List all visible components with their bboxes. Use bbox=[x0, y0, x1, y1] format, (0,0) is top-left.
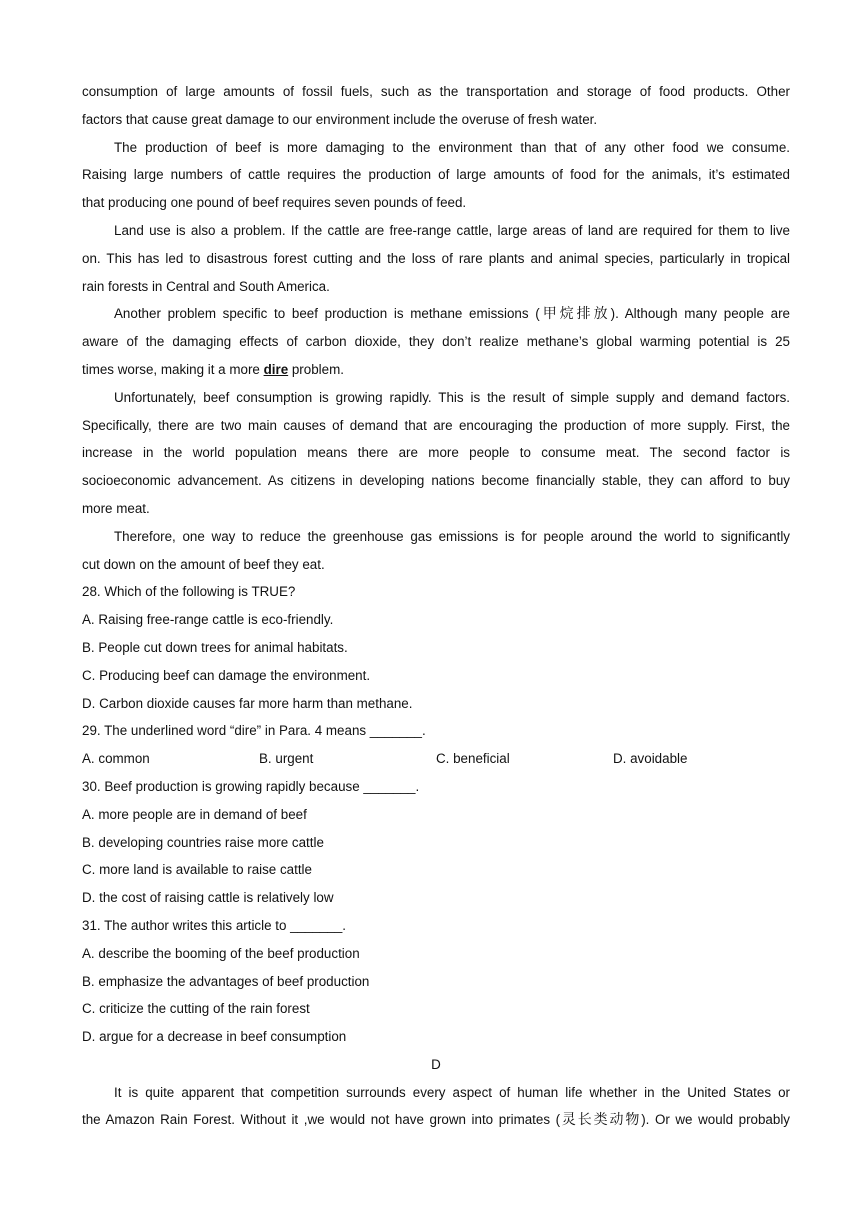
text-line: consumption of large amounts of fossil fuels, such as the transportation and storage of food products. Other bbox=[82, 84, 790, 99]
question-30-option-c: C. more land is available to raise cattle bbox=[82, 862, 312, 878]
text-line: rain forests in Central and South America. bbox=[82, 278, 330, 294]
question-31-stem: 31. The author writes this article to _______. bbox=[82, 917, 347, 933]
paragraph-demand-start: Unfortunately, beef consumption is growing rapidly. This is the result of simple supply and demand factors. bbox=[114, 389, 790, 405]
text-line: that producing one pound of beef requires seven pounds of feed. bbox=[82, 195, 467, 211]
text-line: on. This has led to disastrous forest cutting and the loss of rare plants and animal species, particularly in tropical bbox=[82, 250, 790, 266]
text-span: ). Or we would probably bbox=[641, 1112, 790, 1128]
question-28-option-b: B. People cut down trees for animal habitats. bbox=[82, 639, 348, 655]
text-span: problem. bbox=[288, 361, 344, 377]
question-29-option-d: D. avoidable bbox=[613, 751, 688, 767]
question-29-options bbox=[82, 745, 790, 773]
text-line bbox=[82, 356, 790, 384]
text-line: factors that cause great damage to our environment include the overuse of fresh water. bbox=[82, 111, 598, 127]
text-span: Another problem specific to beef production is methane emissions ( bbox=[114, 306, 540, 322]
question-31-option-c: C. criticize the cutting of the rain forest bbox=[82, 1001, 310, 1017]
paragraph-beef-start: The production of beef is more damaging to the environment than that of any other food we consume. bbox=[114, 139, 790, 155]
text-line: Specifically, there are two main causes of demand that are encouraging the production of more supply. First, the bbox=[82, 417, 790, 433]
text-line: cut down on the amount of beef they eat. bbox=[82, 556, 325, 572]
text-line: aware of the damaging effects of carbon dioxide, they don’t realize methane’s global warming potential is 25 bbox=[82, 334, 790, 350]
text-span: ). Although many people are bbox=[610, 306, 790, 322]
text-line bbox=[82, 1106, 790, 1134]
section-heading-d: D bbox=[431, 1056, 441, 1072]
text-span: the Amazon Rain Forest. Without it ,we would not have grown into primates ( bbox=[82, 1112, 561, 1128]
question-30-option-a: A. more people are in demand of beef bbox=[82, 806, 307, 822]
document-page bbox=[82, 78, 790, 1134]
text-line: more meat. bbox=[82, 500, 150, 516]
underlined-word: dire bbox=[263, 361, 289, 377]
paragraph-conclusion-start: Therefore, one way to reduce the greenhouse gas emissions is for people around the world to significantly bbox=[114, 528, 790, 544]
question-31-option-a: A. describe the booming of the beef production bbox=[82, 945, 360, 961]
text-span: times worse, making it a more bbox=[82, 361, 264, 377]
question-29-option-c: C. beneficial bbox=[436, 751, 510, 767]
chinese-gloss: 灵长类动物 bbox=[560, 1112, 642, 1129]
question-30-stem: 30. Beef production is growing rapidly because _______. bbox=[82, 778, 420, 794]
text-line: increase in the world population means there are more people to consume meat. The second factor is bbox=[82, 445, 790, 461]
question-29-stem: 29. The underlined word “dire” in Para. 4 means _______. bbox=[82, 723, 426, 739]
paragraph-land-start: Land use is also a problem. If the cattle are free-range cattle, large areas of land are required for them to live bbox=[114, 222, 790, 238]
question-28-option-d: D. Carbon dioxide causes far more harm than methane. bbox=[82, 695, 413, 711]
question-28-option-c: C. Producing beef can damage the environment. bbox=[82, 667, 371, 683]
question-29-option-b: B. urgent bbox=[259, 751, 314, 767]
text-line: Raising large numbers of cattle requires the production of large amounts of food for the animals, it’s estimated bbox=[82, 167, 790, 183]
chinese-gloss: 甲烷排放 bbox=[539, 306, 611, 323]
question-28-stem: 28. Which of the following is TRUE? bbox=[82, 584, 296, 600]
passage-d-start: It is quite apparent that competition surrounds every aspect of human life whether in the United States or bbox=[114, 1084, 790, 1100]
question-31-option-b: B. emphasize the advantages of beef production bbox=[82, 973, 370, 989]
text-line: socioeconomic advancement. As citizens in developing nations become financially stable, they can afford to buy bbox=[82, 473, 790, 489]
question-31-option-d: D. argue for a decrease in beef consumption bbox=[82, 1029, 347, 1045]
question-30-option-b: B. developing countries raise more cattle bbox=[82, 834, 324, 850]
question-29-option-a: A. common bbox=[82, 751, 150, 767]
question-30-option-d: D. the cost of raising cattle is relatively low bbox=[82, 890, 334, 906]
question-28-option-a: A. Raising free-range cattle is eco-friendly. bbox=[82, 612, 334, 628]
paragraph-methane-start bbox=[82, 300, 790, 328]
